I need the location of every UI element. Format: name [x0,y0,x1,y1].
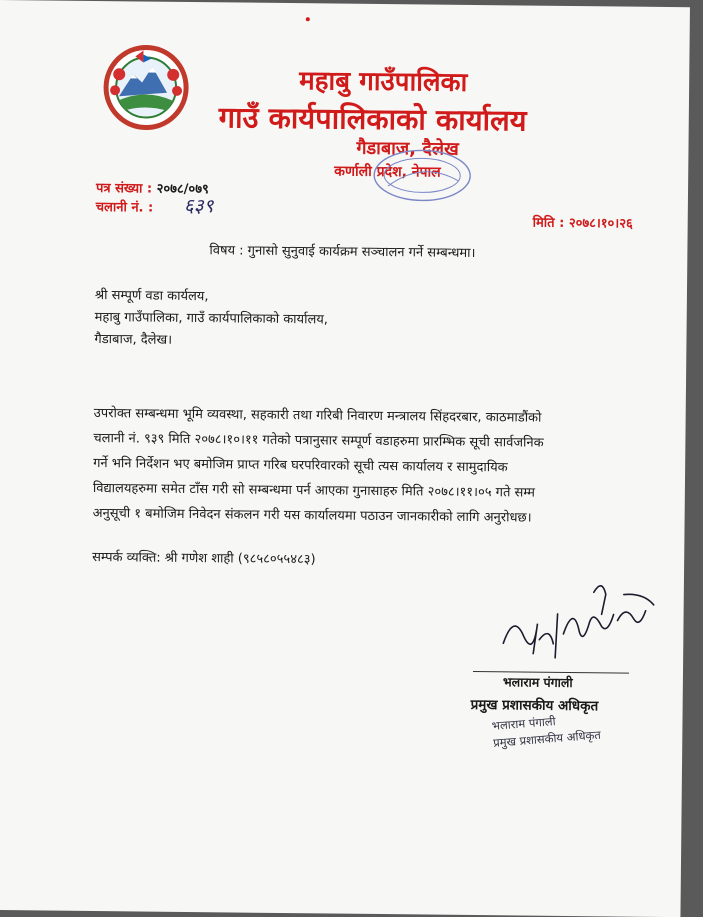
chalani-number [96,197,154,216]
body-line: अनुसूची १ बमोजिम निवेदन संकलन गरी यस कार्यालयमा पठाउन जानकारीको लागि अनुरोधछ। [92,505,532,526]
chalani-handwritten-value: ६३९ [183,194,214,218]
letter-subject: विषय : गुनासो सुनुवाई कार्यक्रम सञ्चालन गर्ने सम्बन्धमा। [209,243,476,261]
stamp-position: प्रमुख प्रशासकीय अधिकृत [492,727,602,750]
name-stamp [491,710,601,752]
handwritten-signature-icon [493,573,664,673]
chalani-label: चलानी नं. : [95,200,154,216]
address-line-2: कर्णाली प्रदेश, नेपाल [334,163,441,181]
signatory-position: प्रमुख प्रशासकीय अधिकृत [470,696,599,715]
letter-body [92,401,659,532]
body-line: विद्यालयहरुमा समेत टाँस गरी सो सम्बन्धमा पर्न आएका गुनासाहरु मिति २०७८।११।०५ गते सम्म [92,480,536,501]
ink-dot [306,17,310,21]
contact-person: सम्पर्क व्यक्ति: श्री गणेश शाही (९८५८०५५४८३) [92,549,316,568]
address-line-1: गैडाबाज, दैलेख [356,137,459,160]
body-line: चलानी नं. ९३९ मिति २०७८।१०।११ गतेको पत्रानुसार सम्पूर्ण वडाहरुमा प्रारम्भिक सूची सार्वजनिक [93,431,544,451]
recipient-line-2: महाबु गाउँपालिका, गाउँ कार्यपालिकाको कार्यालय, [94,310,329,328]
stamp-name: भलाराम पंगाली [491,714,557,733]
body-line: गर्ने भनि निर्देशन भए बमोजिम प्राप्त गरिब घरपरिवारको सूची त्यस कार्यालय र सामुदायिक [93,456,508,476]
recipient-line-1: श्री सम्पूर्ण वडा कार्यलय, [94,288,209,305]
letter-date: मिति : २०७८।१०।२६ [532,215,633,232]
office-title: गाउँ कार्यपालिकाको कार्यालय [218,100,527,138]
nepal-emblem-icon [97,44,196,131]
patra-label: पत्र संख्या : [95,181,153,197]
body-line: उपरोक्त सम्बन्धमा भूमि व्यवस्था, सहकारी तथा गरिबी निवारण मन्त्रालय सिंहदरबार, काठमाडौंको [93,406,542,426]
org-title: महाबु गाउँपालिका [299,66,468,98]
patra-value: २०७८/०७९ [156,181,209,198]
signatory-name: भलाराम पंगाली [502,674,573,691]
recipient-line-3: गैडाबाज, दैलेख। [94,332,173,348]
office-seal-icon [370,146,475,205]
